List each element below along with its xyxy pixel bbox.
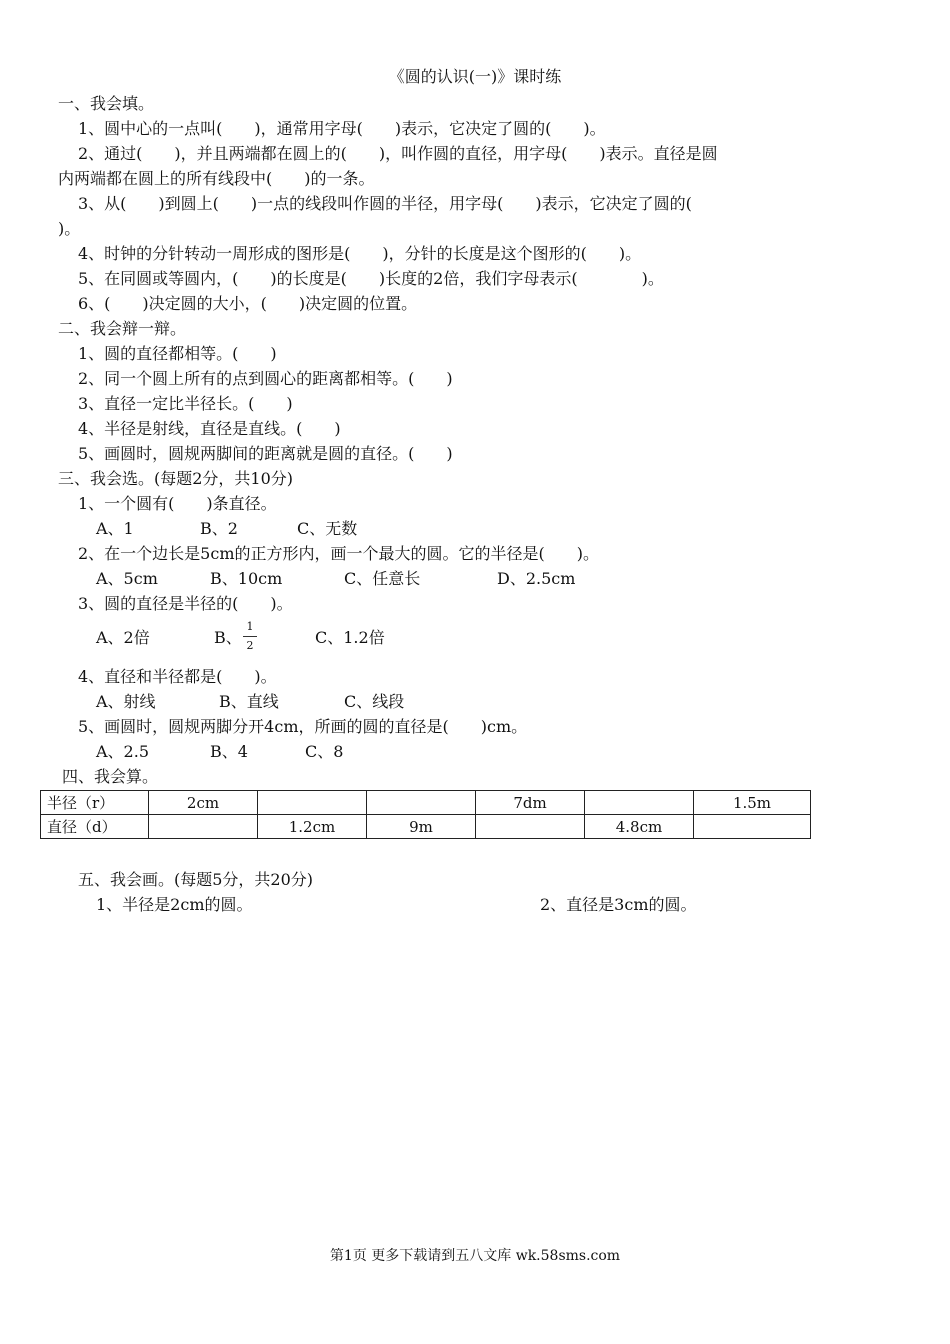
choice-1-option-a: A、1: [96, 519, 134, 538]
choice-1-option-c: C、无数: [297, 519, 358, 538]
diameter-cell: [149, 815, 258, 839]
radius-row-label: 半径（r）: [41, 791, 149, 815]
choice-5-option-a: A、2.5: [96, 742, 150, 761]
draw-question-1: 1、半径是2cm的圆。: [96, 895, 253, 914]
page-footer: 第1页 更多下载请到五八文库 wk.58sms.com: [329, 1248, 621, 1264]
choice-5-option-c: C、8: [305, 742, 344, 761]
radius-cell: [585, 791, 694, 815]
choice-question-4: 4、直径和半径都是( )。: [78, 667, 277, 686]
fraction-one-half: [243, 620, 257, 653]
table-row-diameter: [41, 815, 811, 839]
section-3-heading: 三、我会选。(每题2分，共10分): [58, 469, 294, 488]
section-2-heading: 二、我会辩一辩。: [58, 319, 187, 338]
radius-cell: 7dm: [476, 791, 585, 815]
diameter-cell: 4.8cm: [585, 815, 694, 839]
judge-question-5: 5、画圆时，圆规两脚间的距离就是圆的直径。( ): [78, 444, 453, 463]
choice-4-option-c: C、线段: [344, 692, 405, 711]
diameter-cell: 1.2cm: [258, 815, 367, 839]
fill-question-5: 5、在同圆或等圆内，( )的长度是( )长度的2倍，我们字母表示( )。: [78, 269, 664, 288]
choice-4-option-b: B、直线: [219, 692, 279, 711]
fraction-bar: [243, 636, 257, 637]
diameter-row-label: 直径（d）: [41, 815, 149, 839]
choice-3-option-a: A、2倍: [96, 628, 150, 647]
diameter-cell: 9m: [367, 815, 476, 839]
diameter-cell: [694, 815, 811, 839]
choice-3-option-c: C、1.2倍: [315, 628, 385, 647]
diameter-cell: [476, 815, 585, 839]
choice-question-2: 2、在一个边长是5cm的正方形内，画一个最大的圆。它的半径是( )。: [78, 544, 599, 563]
judge-question-1: 1、圆的直径都相等。( ): [78, 344, 277, 363]
choice-question-3: 3、圆的直径是半径的( )。: [78, 594, 293, 613]
section-1-heading: 一、我会填。: [58, 94, 155, 113]
radius-cell: [367, 791, 476, 815]
fill-question-3-line-1: 3、从( )到圆上( )一点的线段叫作圆的半径，用字母( )表示，它决定了圆的(: [78, 194, 692, 213]
choice-question-1: 1、一个圆有( )条直径。: [78, 494, 277, 513]
radius-cell: 1.5m: [694, 791, 811, 815]
choice-2-option-a: A、5cm: [96, 569, 158, 588]
fill-question-4: 4、时钟的分针转动一周形成的图形是( )，分针的长度是这个图形的( )。: [78, 244, 642, 263]
judge-question-2: 2、同一个圆上所有的点到圆心的距离都相等。( ): [78, 369, 453, 388]
fill-question-1: 1、圆中心的一点叫( )，通常用字母( )表示，它决定了圆的( )。: [78, 119, 606, 138]
section-4-heading: 四、我会算。: [62, 767, 159, 786]
radius-cell: [258, 791, 367, 815]
fill-question-2-line-2: 内两端都在圆上的所有线段中( )的一条。: [58, 169, 375, 188]
worksheet-title: 《圆的认识(一)》课时练: [388, 67, 562, 86]
fill-question-6: 6、( )决定圆的大小，( )决定圆的位置。: [78, 294, 418, 313]
section-5-heading: 五、我会画。(每题5分，共20分): [78, 870, 314, 889]
judge-question-4: 4、半径是射线，直径是直线。( ): [78, 419, 341, 438]
fill-question-2-line-1: 2、通过( )，并且两端都在圆上的( )，叫作圆的直径，用字母( )表示。直径是圆: [78, 144, 718, 163]
choice-5-option-b: B、4: [210, 742, 248, 761]
table-row-radius: [41, 791, 811, 815]
choice-3-option-b: B、: [214, 628, 242, 647]
choice-1-option-b: B、2: [200, 519, 238, 538]
fraction-denominator: 2: [246, 639, 254, 652]
choice-2-option-c: C、任意长: [344, 569, 421, 588]
choice-4-option-a: A、射线: [96, 692, 156, 711]
choice-2-option-d: D、2.5cm: [497, 569, 576, 588]
radius-cell: 2cm: [149, 791, 258, 815]
judge-question-3: 3、直径一定比半径长。( ): [78, 394, 293, 413]
draw-question-2: 2、直径是3cm的圆。: [540, 895, 697, 914]
radius-diameter-table: [40, 790, 811, 839]
choice-2-option-b: B、10cm: [210, 569, 283, 588]
choice-question-5: 5、画圆时，圆规两脚分开4cm，所画的圆的直径是( )cm。: [78, 717, 528, 736]
fill-question-3-line-2: )。: [58, 219, 81, 238]
fraction-numerator: 1: [246, 620, 254, 633]
